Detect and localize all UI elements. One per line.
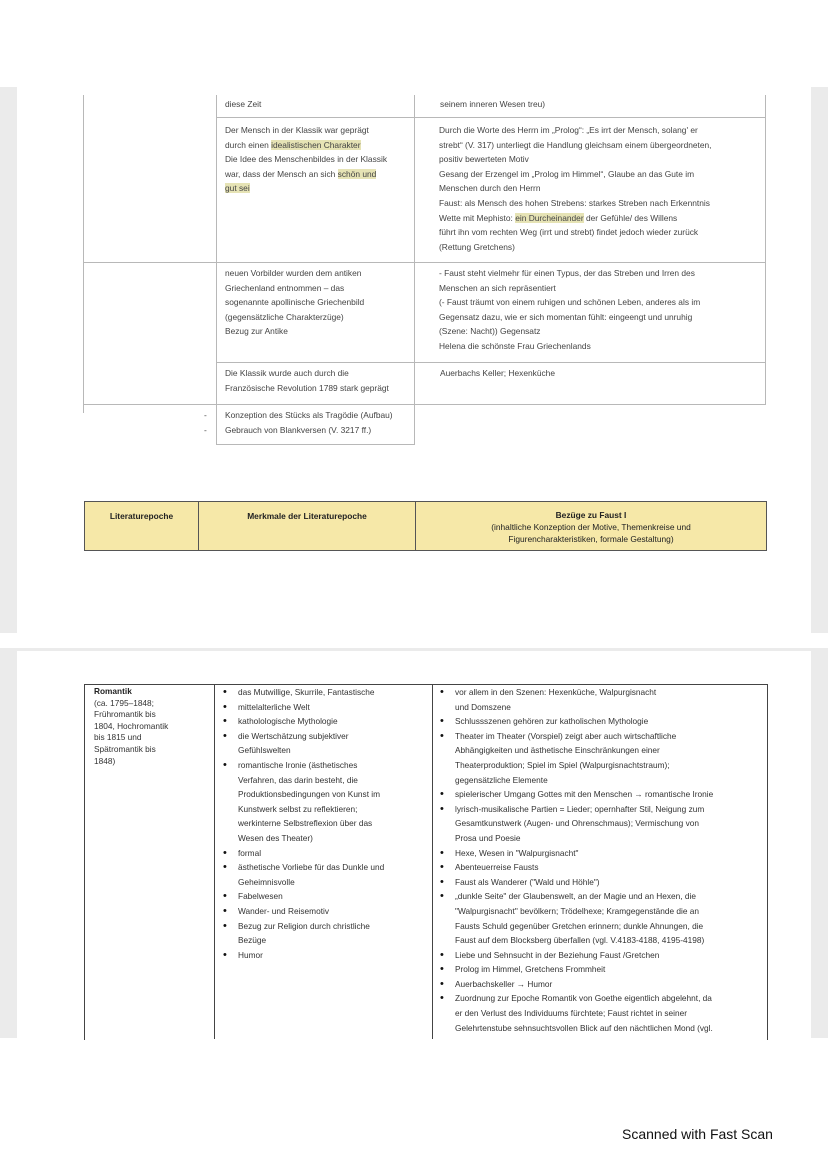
merkmal-item (221, 758, 426, 846)
list-line: • Zuordnung zur Epoche Romantik von Goethe eigentlich abgelehnt, da (455, 993, 712, 1004)
list-line: Faust auf dem Blocksberg überfallen (vgl. V.4183-4188, 4195-4198) (455, 935, 705, 946)
right-line (439, 123, 712, 138)
merkmal-item (221, 685, 426, 700)
list-line: • lyrisch-musikalische Partien = Lieder; opernhafter Stil, Neigung zum (455, 803, 705, 814)
header-bezuege-label (416, 502, 766, 545)
list-line: werkinterne Selbstreflexion über das (238, 818, 373, 829)
list-line: • katholologische Mythologie (238, 716, 338, 727)
list-line: Produktionsbedingungen von Kunst im (238, 789, 381, 800)
right-line (439, 225, 712, 240)
text-segment: Auerbachs Keller; Hexenküche (440, 368, 555, 378)
epoch-line: bis 1815 und (94, 732, 142, 743)
middle-line (225, 123, 387, 138)
text-segment: (Szene: Nacht)) Gegensatz (439, 326, 541, 337)
list-line: • Faust als Wanderer ("Wald und Höhle") (455, 876, 600, 887)
text-segment: - Faust steht vielmehr für einen Typus, der das Streben und Irren des (439, 268, 695, 278)
list-line: • spielerischer Umgang Gottes mit den Menschen → romantische Ironie (455, 789, 714, 800)
right-line (440, 97, 545, 112)
header-bezuege-sub-2: Figurencharakteristiken, formale Gestaltung) (508, 534, 674, 544)
right-line (439, 266, 700, 281)
klassik-row-3-right (440, 366, 555, 381)
text-segment: der Gefühle/ des Willens (583, 212, 678, 223)
list-line: Abhängigkeiten und ästhetische Einschränkungen einer (455, 745, 660, 756)
merkmal-item (221, 700, 426, 715)
dashed-list-item (204, 423, 393, 438)
header-cell-epoch (84, 501, 199, 551)
text-segment: sogenannte apollinische Griechenbild (225, 297, 365, 308)
text-segment: Menschen an sich repräsentiert (439, 282, 556, 293)
klassik-row-2-right (439, 266, 700, 354)
middle-line (225, 266, 364, 281)
text-segment: Wette mit Mephisto: (439, 212, 516, 223)
middle-line: diese Zeit (225, 99, 262, 109)
dashed-list-text: Gebrauch von Blankversen (V. 3217 ff.) (225, 424, 372, 435)
epoch-line: 1848) (94, 755, 116, 766)
romantik-bezuege-cell (438, 685, 763, 1035)
header-bezuege-title: Bezüge zu Faust I (555, 510, 627, 520)
list-line: Geheimnisvolle (238, 876, 295, 887)
right-line (439, 181, 712, 196)
list-line: • die Wertschätzung subjektiver (238, 730, 349, 741)
list-line: • Hexe, Wesen in "Walpurgisnacht" (455, 847, 579, 858)
dash-bullet: - (204, 424, 207, 435)
right-line (439, 281, 700, 296)
merkmal-item (221, 889, 426, 904)
klassik-row-3-middle (225, 366, 389, 395)
middle-line (225, 381, 389, 396)
text-segment: seinem inneren Wesen treu) (440, 99, 546, 109)
list-line: Gefühlswelten (238, 745, 291, 756)
merkmal-item (221, 860, 426, 889)
bezug-item (438, 948, 763, 963)
klassik-row-1-middle (225, 123, 387, 196)
list-line: • vor allem in den Szenen: Hexenküche, Walpurgisnacht (455, 687, 657, 697)
dashed-list-text: Konzeption des Stücks als Tragödie (Aufbau) (225, 410, 393, 420)
header-epoch-label: Literaturepoche (109, 511, 174, 521)
text-segment: Französische Revolution 1789 stark geprägt (225, 382, 389, 393)
text-segment: Gegensatz dazu, wie er sich momentan fühlt: eingeengt und unruhig (439, 311, 693, 322)
epoch-line: Frühromantik bis (94, 709, 156, 720)
text-segment: Griechenland entnommen – das (225, 282, 345, 293)
highlighted-text: idealistischen Charakter (271, 139, 361, 150)
right-line (439, 240, 712, 255)
text-segment: Durch die Worte des Herrn im „Prolog“: „Es irrt der Mensch, solang' er (439, 125, 698, 135)
list-line: und Domszene (455, 701, 511, 712)
epoch-line: Spätromantik bis (94, 743, 156, 754)
middle-line (225, 310, 364, 325)
bezug-item (438, 787, 763, 802)
highlighted-text: gut sei (225, 183, 250, 194)
klassik-row-0-middle (225, 97, 261, 112)
middle-line (225, 167, 387, 182)
list-line: • formal (238, 847, 262, 858)
klassik-row-2-middle (225, 266, 364, 339)
right-line (439, 211, 712, 226)
text-segment: positiv bewerteten Motiv (439, 154, 529, 165)
list-line: Fausts Schuld gegenüber Gretchen erinnern; dunkle Ahnungen, die (455, 920, 704, 931)
list-line: er den Verlust des Individuums fürchtete; Faust richtet in seiner (455, 1008, 687, 1019)
list-line: Theaterproduktion; Spiel im Spiel (Walpurgisnachtstraum); (455, 759, 670, 770)
scan-footer-note: Scanned with Fast Scan (622, 1126, 773, 1142)
right-line (439, 196, 712, 211)
highlighted-text: ein Durcheinander (515, 212, 584, 223)
list-line: Gelehrtenstube sehnsuchtsvollen Blick auf den nächtlichen Mond (vgl. (455, 1022, 713, 1033)
klassik-row-4-dashed-list (204, 408, 393, 437)
bezug-item (438, 889, 763, 947)
middle-line (225, 366, 389, 381)
text-segment: (- Faust träumt von einem ruhigen und schönen Leben, anderes als im (439, 297, 701, 308)
text-segment: Der Mensch in der Klassik war geprägt (225, 125, 369, 135)
dash-bullet: - (204, 410, 207, 420)
text-segment: Bezug zur Antike (225, 326, 288, 337)
list-line: Bezüge (238, 935, 267, 946)
middle-line (225, 152, 387, 167)
dashed-list-item (204, 408, 393, 423)
merkmal-item (221, 729, 426, 758)
middle-line (225, 138, 387, 153)
middle-line (225, 295, 364, 310)
right-line (439, 138, 712, 153)
list-line: Wesen des Theater) (238, 832, 313, 843)
header-merkmale-label: Merkmale der Literaturepoche (247, 511, 367, 521)
romantik-epoch-title: Romantik (94, 686, 132, 696)
header-bezuege-sub-1: (inhaltliche Konzeption der Motive, Themenkreise und (491, 522, 691, 532)
list-line: • das Mutwillige, Skurrile, Fantastische (238, 687, 375, 697)
list-line: • ästhetische Vorliebe für das Dunkle und (238, 862, 385, 873)
list-line: • Prolog im Himmel, Gretchens Frommheit (455, 964, 606, 975)
merkmal-item (221, 714, 426, 729)
list-line: Gesamtkunstwerk (Augen- und Ohrenschmaus); Vermischung von (455, 818, 699, 829)
list-line: • mittelalterliche Welt (238, 701, 310, 712)
right-line (439, 310, 700, 325)
list-line: • Liebe und Sehnsucht in der Beziehung Faust /Gretchen (455, 949, 660, 960)
list-line: Prosa und Poesie (455, 832, 521, 843)
bezug-item (438, 685, 763, 714)
list-line: Verfahren, das darin besteht, die (238, 774, 358, 785)
text-segment: Helena die schönste Frau Griechenlands (439, 340, 591, 351)
middle-line (225, 181, 387, 196)
klassik-row-1-right (439, 123, 712, 254)
list-line: • Abenteuerreise Fausts (455, 862, 539, 873)
right-line (439, 167, 712, 182)
text-segment: Die Klassik wurde auch durch die (225, 368, 349, 378)
header-cell-merkmale (198, 501, 416, 551)
bezug-item (438, 991, 763, 1035)
list-line: • Fabelwesen (238, 891, 283, 902)
epoch-line: 1804, Hochromantik (94, 720, 169, 731)
bezug-item (438, 977, 763, 992)
right-line (439, 339, 700, 354)
merkmal-item (221, 904, 426, 919)
klassik-row-0-right (440, 97, 545, 112)
bezug-item (438, 729, 763, 787)
right-line (439, 324, 700, 339)
text-segment: (Rettung Gretchens) (439, 241, 515, 252)
header-cell-bezuege (415, 501, 767, 551)
romantik-epoch-cell (94, 686, 168, 767)
bezug-item (438, 962, 763, 977)
text-segment: neuen Vorbilder wurden dem antiken (225, 268, 362, 278)
romantik-merkmale-cell (221, 685, 426, 962)
text-segment: (gegensätzliche Charakterzüge) (225, 311, 344, 322)
text-segment: führt ihn vom rechten Weg (irrt und strebt) findet jedoch wieder zurück (439, 227, 699, 238)
text-segment: Menschen durch den Herrn (439, 183, 541, 194)
text-segment: Faust: als Mensch des hohen Strebens: starkes Streben nach Erkenntnis (439, 197, 710, 208)
merkmal-item (221, 919, 426, 948)
right-line (439, 295, 700, 310)
right-line (440, 366, 555, 381)
merkmal-item (221, 846, 426, 861)
bezug-item (438, 846, 763, 861)
right-line (439, 152, 712, 167)
text-segment: war, dass der Mensch an sich (225, 168, 338, 179)
middle-line (225, 324, 364, 339)
list-line: gegensätzliche Elemente (455, 774, 548, 785)
bezug-item (438, 875, 763, 890)
list-line: • Humor (238, 949, 263, 960)
list-line: • Theater im Theater (Vorspiel) zeigt aber auch wirtschaftliche (455, 730, 677, 741)
list-line: • Wander- und Reisemotiv (238, 905, 329, 916)
list-line: • romantische Ironie (ästhetisches (238, 759, 358, 770)
text-segment: strebt“ (V. 317) unterliegt die Handlung gleichsam einem übergeordneten, (439, 139, 712, 150)
list-line: • Auerbachskeller → Humor (455, 978, 553, 989)
merkmal-item (221, 948, 426, 963)
bezug-item (438, 714, 763, 729)
epoch-line: (ca. 1795–1848; (94, 697, 154, 708)
text-segment: durch einen (225, 139, 272, 150)
list-line: Kunstwerk selbst zu reflektieren; (238, 803, 358, 814)
text-segment: Gesang der Erzengel im „Prolog im Himmel“, Glaube an das Gute im (439, 168, 695, 179)
highlighted-text: schön und (337, 168, 377, 179)
text-segment: Die Idee des Menschenbildes in der Klassik (225, 154, 388, 165)
bezug-item (438, 802, 763, 846)
list-line: • Bezug zur Religion durch christliche (238, 920, 370, 931)
list-line: • Schlussszenen gehören zur katholischen Mythologie (455, 716, 649, 727)
middle-line (225, 281, 364, 296)
list-line: "Walpurgisnacht" bevölkern; Trödelhexe; Kramgegenstände die an (455, 905, 700, 916)
list-line: • „dunkle Seite" der Glaubenswelt, an der Magie und an Hexen, die (455, 891, 696, 902)
bezug-item (438, 860, 763, 875)
